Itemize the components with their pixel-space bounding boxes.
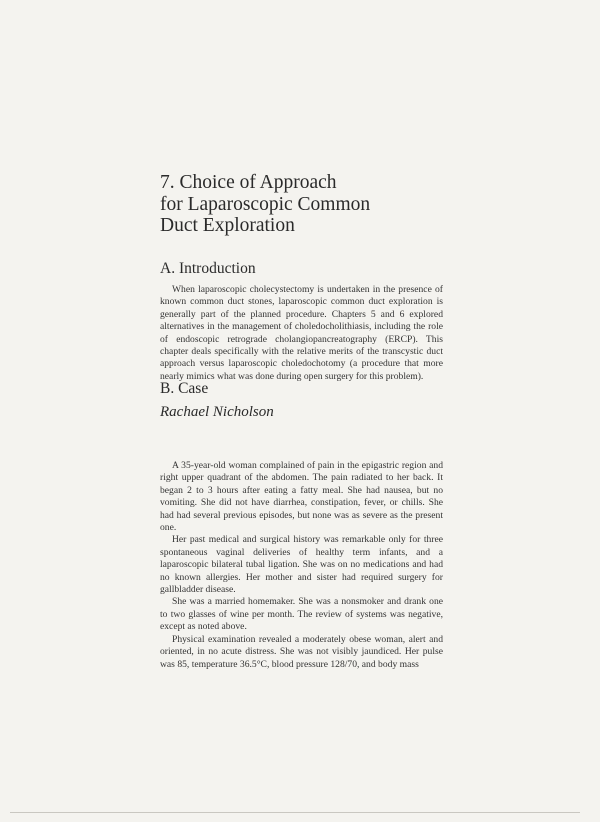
paragraph: Her past medical and surgical history was remarkable only for three spontaneous vaginal deliveries of healthy term infants, and a laparoscopic bilateral tubal ligation. She was on no medications and had no known allergies. Her mother and sister had required surgery for gallbladder disease. (160, 534, 443, 596)
chapter-title (160, 172, 460, 237)
section-heading-case: B. Case (160, 380, 209, 397)
section-heading-introduction: A. Introduction (160, 260, 256, 277)
paragraph: Physical examination revealed a moderately obese woman, alert and oriented, in no acute distress. She was not visibly jaundiced. Her pulse was 85, temperature 36.5°C, blood pressure 128/70, and body mass (160, 633, 443, 670)
chapter-title-line: Duct Exploration (160, 215, 295, 236)
paragraph: When laparoscopic cholecystectomy is undertaken in the presence of known common duct stones, laparoscopic common duct exploration is generally part of the planned procedure. Chapters 5 and 6 explored alternatives in the management of choledocholithiasis, including the role of endoscopic retrograde cholangiopancreatography (ERCP). This chapter deals specifically with the relative merits of the transcystic duct approach versus laparoscopic choledochotomy (a procedure that more nearly mimics what was done during open surgery for this problem). (160, 284, 443, 382)
chapter-title-line: 7. Choice of Approach (160, 172, 337, 193)
case-body (160, 460, 443, 671)
page-bottom-rule (10, 812, 580, 813)
introduction-body (160, 284, 443, 383)
case-author: Rachael Nicholson (160, 404, 274, 420)
chapter-title-line: for Laparoscopic Common (160, 193, 371, 215)
paragraph: A 35-year-old woman complained of pain in the epigastric region and right upper quadrant of the abdomen. The pain radiated to her back. It began 2 to 3 hours after eating a fatty meal. She had nausea, but no vomiting. She did not have diarrhea, constipation, fever, or chills. She had had several previous episodes, but none was as severe as the present one. (160, 460, 443, 534)
paragraph: She was a married homemaker. She was a nonsmoker and drank one to two glasses of wine per month. The review of systems was negative, except as noted above. (160, 596, 443, 633)
